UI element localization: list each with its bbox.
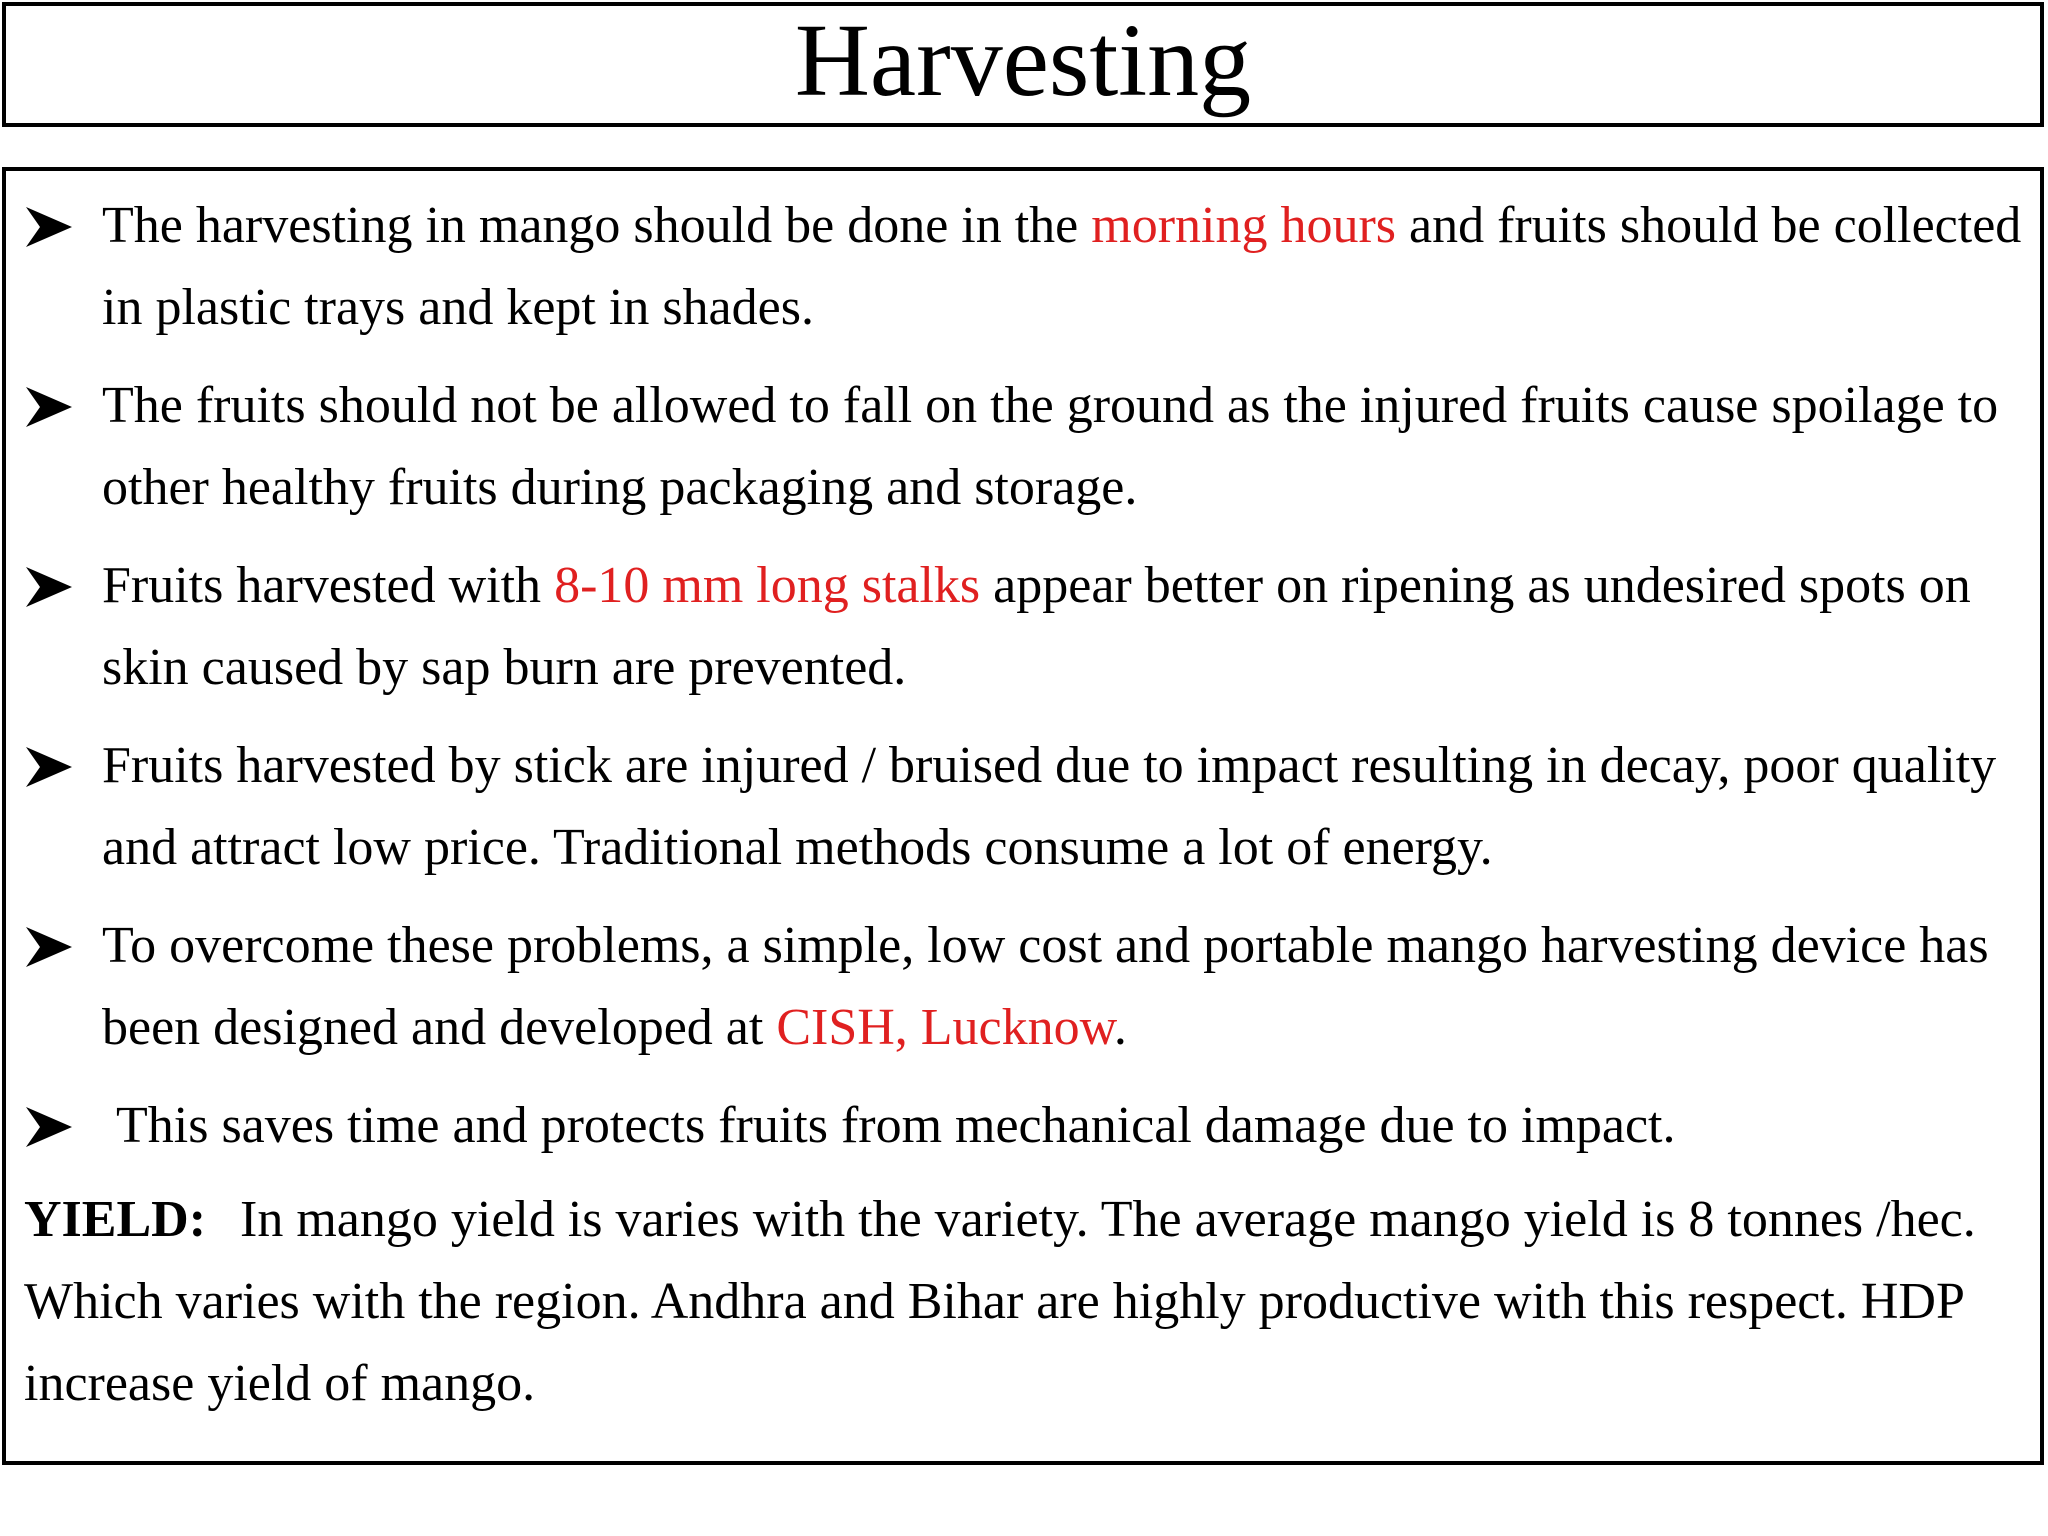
bullet-text-after: . (1113, 999, 1127, 1056)
arrowhead-bullet-icon (26, 207, 72, 247)
yield-paragraph (24, 1179, 2024, 1425)
bullet-text: The harvesting in mango should be done in the (102, 197, 1092, 254)
bullet-item (26, 1085, 2026, 1167)
bullet-text-after: and fruits should be collected in plastic trays and kept in shades. (102, 197, 2022, 336)
arrowhead-bullet-icon (26, 927, 72, 967)
bullet-text: Fruits harvested by stick are injured / bruised due to impact resulting in decay, poor quality and attract low price. Traditional methods consume a lot of energy. (102, 737, 1997, 876)
bullet-text-after: appear better on ripening as undesired spots on skin caused by sap burn are prevented. (102, 557, 1971, 696)
arrowhead-bullet-icon (26, 747, 72, 787)
bullet-text: Fruits harvested with (102, 557, 555, 614)
yield-text: In mango yield is varies with the variety. The average mango yield is 8 tonnes /hec. Which varies with the region. Andhra and Bihar are highly productive with this respect. HDP increase yield of mango. (24, 1191, 1976, 1412)
arrowhead-bullet-icon (26, 387, 72, 427)
bullet-text: This saves time and protects fruits from mechanical damage due to impact. (116, 1097, 1676, 1154)
bullet-highlight: CISH, Lucknow (776, 999, 1114, 1056)
bullet-highlight: morning hours (1091, 197, 1397, 254)
bullet-item (26, 185, 2026, 349)
arrowhead-bullet-icon (26, 1107, 72, 1147)
bullet-item (26, 365, 2026, 529)
bullet-item (26, 725, 2026, 889)
bullet-item (26, 545, 2026, 709)
arrowhead-bullet-icon (26, 567, 72, 607)
title-box (2, 2, 2044, 127)
bullet-list (26, 185, 2026, 1167)
content-box (2, 167, 2044, 1465)
bullet-text: The fruits should not be allowed to fall on the ground as the injured fruits cause spoilage to other healthy fruits during packaging and storage. (102, 377, 1999, 516)
page-title: Harvesting (794, 2, 1252, 118)
bullet-text: To overcome these problems, a simple, low cost and portable mango harvesting device has been designed and developed at (102, 917, 1989, 1056)
yield-label: YIELD: (24, 1191, 207, 1248)
bullet-item (26, 905, 2026, 1069)
bullet-highlight: 8-10 mm long stalks (554, 557, 981, 614)
